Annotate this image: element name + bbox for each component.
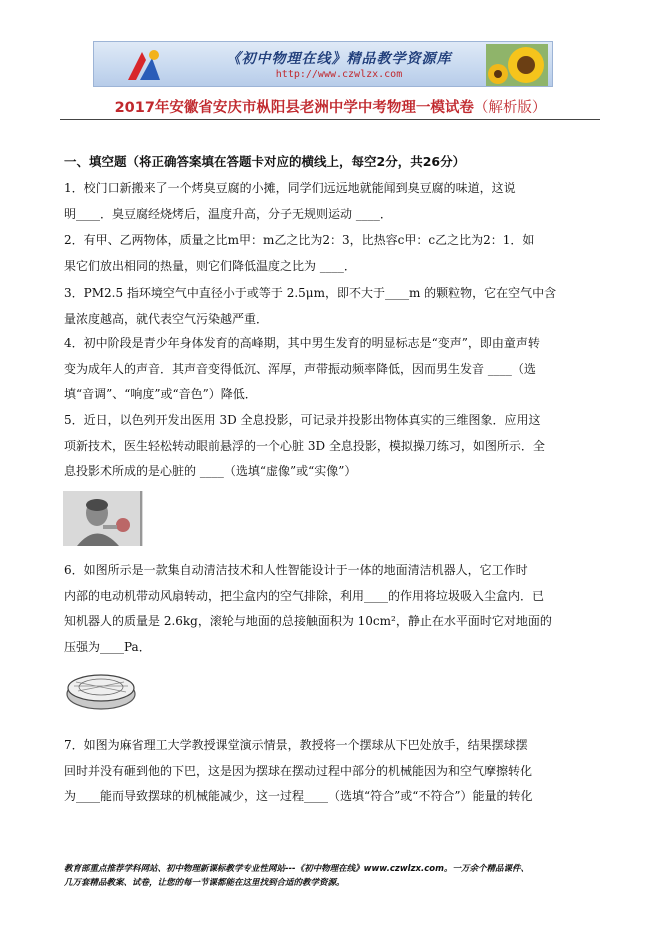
footer-line: 教育部重点推荐学科网站、初中物理新课标教学专业性网站---《初中物理在线》www.czwlzx.com。一万余个精品课件、: [64, 864, 529, 874]
banner-title: 《初中物理在线》精品教学资源库: [226, 51, 452, 67]
sunflower-icon: [486, 44, 548, 86]
banner-url: http://www.czwlzx.com: [275, 69, 403, 80]
question-line: 1．校门口新搬来了一个烤臭豆腐的小摊，同学们远远地就能闻到臭豆腐的味道，这说: [64, 181, 516, 195]
question-line: 6．如图所示是一款集自动清洁技术和人性智能设计于一体的地面清洁机器人，它工作时: [64, 563, 528, 577]
question-3: [64, 281, 604, 332]
question-line: 变为成年人的声音．其声音变得低沉、浑厚，声带振动频率降低，因而男生发音 ____（选: [64, 361, 536, 376]
question-line: 3．PM2.5 指环境空气中直径小于或等于 2.5μm，即不大于____m 的颗粒物，它在空气中含: [64, 286, 557, 300]
question-1: [64, 176, 604, 227]
section-heading: 一、填空题（将正确答案填在答题卡对应的横线上，每空2分，共26分）: [64, 154, 466, 169]
question-line: 压强为____Pa．: [64, 639, 151, 654]
question-line: 明____．臭豆腐经烧烤后，温度升高，分子无规则运动 ____．: [64, 206, 392, 221]
page-title-main: 2017年安徽省安庆市枞阳县老洲中学中考物理一模试卷: [114, 100, 474, 116]
title-divider: [60, 119, 600, 120]
page-title: [0, 96, 661, 117]
question-line: 项新技术，医生轻松转动眼前悬浮的一个心脏 3D 全息投影，模拟操刀练习，如图所示．全: [64, 438, 545, 453]
cleaning-robot-photo: [64, 664, 138, 712]
question-line: 为____能而导致摆球的机械能减少，这一过程____（选填“符合”或“不符合”）能量的转化: [64, 789, 533, 803]
footer-line: 几万套精品教案、试卷，让您的每一节课都能在这里找到合适的教学资源。: [64, 878, 345, 888]
question-line: 回时并没有砸到他的下巴，这是因为摆球在摆动过程中部分的机械能因为和空气摩擦转化: [64, 763, 533, 778]
site-logo-icon: [122, 46, 166, 84]
question-7: [64, 733, 604, 810]
question-2: [64, 228, 604, 279]
question-line: 内部的电动机带动风扇转动，把尘盒内的空气排除，利用____的作用将垃圾吸入尘盒内．已: [64, 588, 545, 603]
page-title-sub: （解析版）: [473, 100, 547, 116]
question-line: 2．有甲、乙两物体，质量之比m甲：m乙之比为2：3，比热容c甲：c乙之比为2：1．如: [64, 233, 535, 247]
question-line: 量浓度越高，就代表空气污染越严重．: [64, 311, 269, 326]
question-line: 4．初中阶段是青少年身体发育的高峰期，其中男生发育的明显标志是“变声”，即由童声转: [64, 336, 540, 350]
question-6: [64, 558, 604, 660]
site-banner: [93, 41, 553, 87]
question-line: 5．近日，以色列开发出医用 3D 全息投影，可记录并投影出物体真实的三维图象．应用这: [64, 413, 541, 427]
question-5: [64, 408, 604, 485]
page-footer: [64, 862, 604, 890]
question-4: [64, 331, 604, 408]
question-line: 7．如图为麻省理工大学教授课堂演示情景，教授将一个摆球从下巴处放手，结果摆球摆: [64, 738, 528, 752]
question-line: 果它们放出相同的热量，则它们降低温度之比为 ____．: [64, 258, 356, 273]
question-line: 息投影术所成的是心脏的 ____（选填“虚像”或“实像”）: [64, 464, 357, 478]
question-line: 填“音调”、“响度”或“音色”）降低．: [64, 387, 257, 401]
hologram-photo: [63, 491, 143, 546]
question-line: 知机器人的质量是 2.6kg，滚轮与地面的总接触面积为 10cm²，静止在水平面时它对地面的: [64, 614, 552, 628]
